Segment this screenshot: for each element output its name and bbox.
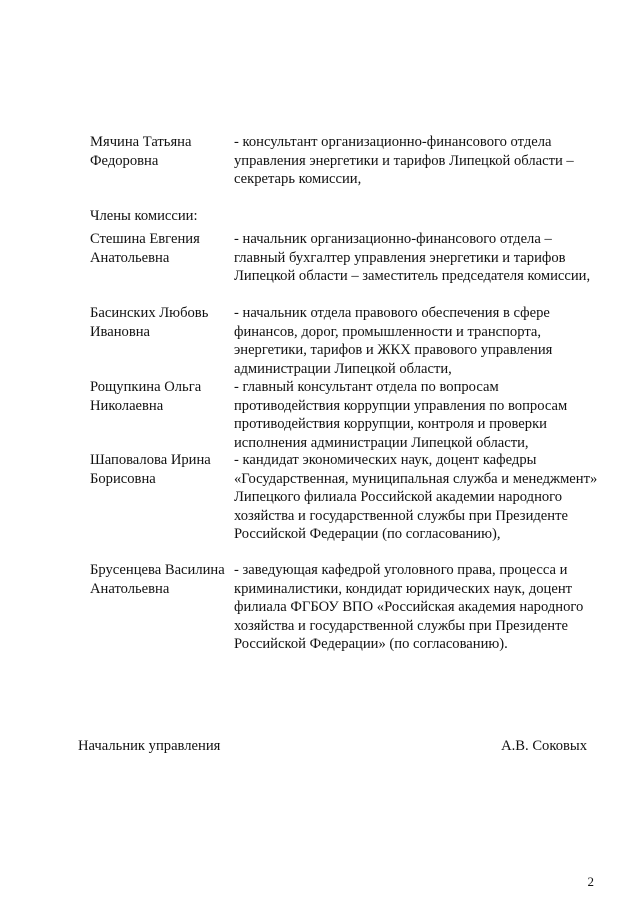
member-entry: [90, 230, 600, 286]
member-role: - начальник отдела правового обеспечения в сфере финансов, дорог, промышленности и транспорта, энергетики, тарифов и ЖКХ правового управления администрации Липецкой области,: [234, 305, 553, 377]
member-name: Басинских Любовь Ивановна: [90, 305, 209, 340]
signature-name: А.В. Соковых: [501, 738, 587, 754]
member-entry: [90, 451, 600, 544]
member-role: - заведующая кафедрой уголовного права, процесса и криминалистики, кондидат юридических наук, доцент филиала ФГБОУ ВПО «Российская академия народного хозяйства и государственной службы при Президенте Российской Федерации» (по согласованию).: [234, 562, 584, 652]
signature-title: Начальник управления: [78, 738, 221, 754]
members-heading: Члены комиссии:: [90, 208, 198, 224]
member-entry: [90, 378, 600, 452]
secretary-entry: [90, 133, 600, 189]
member-name: Мячина Татьяна Федоровна: [90, 134, 192, 169]
member-entry: [90, 561, 600, 654]
page-number: 2: [587, 874, 594, 889]
member-name: Рощупкина Ольга Николаевна: [90, 379, 202, 414]
member-role: - начальник организационно-финансового отдела – главный бухгалтер управления энергетики и тарифов Липецкой области – заместитель председателя комиссии,: [234, 231, 591, 284]
member-role: - кандидат экономических наук, доцент кафедры «Государственная, муниципальная служба и менеджмент» Липецкого филиала Российской академии народного хозяйства и государственной службы при Президенте Российской Федерации (по согласованию),: [234, 452, 598, 542]
member-entry: [90, 304, 600, 378]
member-name: Брусенцева Василина Анатольевна: [90, 562, 225, 597]
member-role: - консультант организационно-финансового отдела управления энергетики и тарифов Липецкой области – секретарь комиссии,: [234, 134, 574, 187]
member-name: Шаповалова Ирина Борисовна: [90, 452, 211, 487]
member-name: Стешина Евгения Анатольевна: [90, 231, 200, 266]
member-role: - главный консультант отдела по вопросам противодействия коррупции управления по вопросам противодействия коррупции, контроля и проверки исполнения администрации Липецкой области,: [234, 379, 568, 451]
